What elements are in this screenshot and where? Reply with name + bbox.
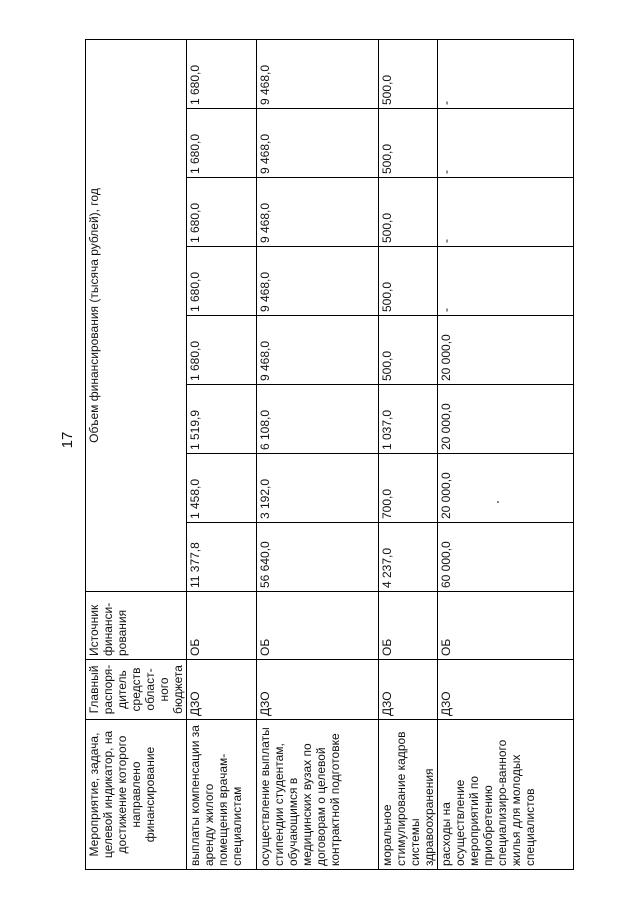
value-cell: 1 680,0 [187,316,257,385]
page-number: 17 [59,431,76,449]
value-cell: - [438,247,574,316]
value-cell: 9 468,0 [257,39,379,108]
row-source: ОБ [187,592,257,660]
header-volume: Объем финансирования (тысяча рублей), год [86,39,187,591]
value-cell: 1 680,0 [187,247,257,316]
value-cell: 20 000,0 [438,454,574,523]
value-cell: 1 680,0 [187,178,257,247]
value-cell: 11 377,8 [187,523,257,592]
value-cell: 700,0 [379,454,438,523]
table-row [438,39,574,869]
value-cell: 9 468,0 [257,247,379,316]
header-source: Источник финанси-рования [86,592,187,660]
row-source: ОБ [379,592,438,660]
value-cell: 500,0 [379,316,438,385]
value-cell: 1 519,9 [187,385,257,454]
value-cell: 1 680,0 [187,109,257,178]
row-manager: ДЗО [187,660,257,720]
value-cell: 9 468,0 [257,109,379,178]
table-row [379,39,438,869]
value-cell: 4 237,0 [379,523,438,592]
value-cell: 9 468,0 [257,178,379,247]
value-cell: 500,0 [379,109,438,178]
financing-table [85,39,574,870]
value-cell: 1 680,0 [187,39,257,108]
row-manager: ДЗО [257,660,379,720]
value-cell: 56 640,0 [257,523,379,592]
rotated-table-wrapper [85,40,545,870]
header-manager: Главный распоря-дитель средств област-ного бюджета [86,660,187,720]
value-cell: 20 000,0 [438,316,574,385]
table-row [257,39,379,869]
row-measure: выплаты компенсации за аренду жилого помещения врачам-специалистам [187,720,257,870]
value-cell: - [438,109,574,178]
row-source: ОБ [257,592,379,660]
value-cell: 9 468,0 [257,316,379,385]
value-cell: 3 192,0 [257,454,379,523]
header-row [86,39,187,869]
header-measure: Мероприятие, задача, целевой индикатор, на достижение которого направлено финансирование [86,720,187,870]
table-row [187,39,257,869]
row-measure: моральное стимулирование кадров системы здравоохранения [379,720,438,870]
row-measure: расходы на осуществление мероприятий по приобретению специализиро-ванного жилья для молодых специалистов [438,720,574,870]
row-manager: ДЗО [438,660,574,720]
row-measure: осуществление выплаты стипендии студентам, обучающимся в медицинских вузах по договорам о целевой контрактной подготовке [257,720,379,870]
value-cell: - [438,39,574,108]
row-manager: ДЗО [379,660,438,720]
value-cell: 500,0 [379,247,438,316]
value-cell: 1 458,0 [187,454,257,523]
value-cell: 6 108,0 [257,385,379,454]
row-source: ОБ [438,592,574,660]
value-cell: 500,0 [379,178,438,247]
value-cell: 60 000,0 [438,523,574,592]
value-cell: 1 037,0 [379,385,438,454]
value-cell: 20 000,0 [438,385,574,454]
value-cell: - [438,178,574,247]
value-cell: 500,0 [379,39,438,108]
